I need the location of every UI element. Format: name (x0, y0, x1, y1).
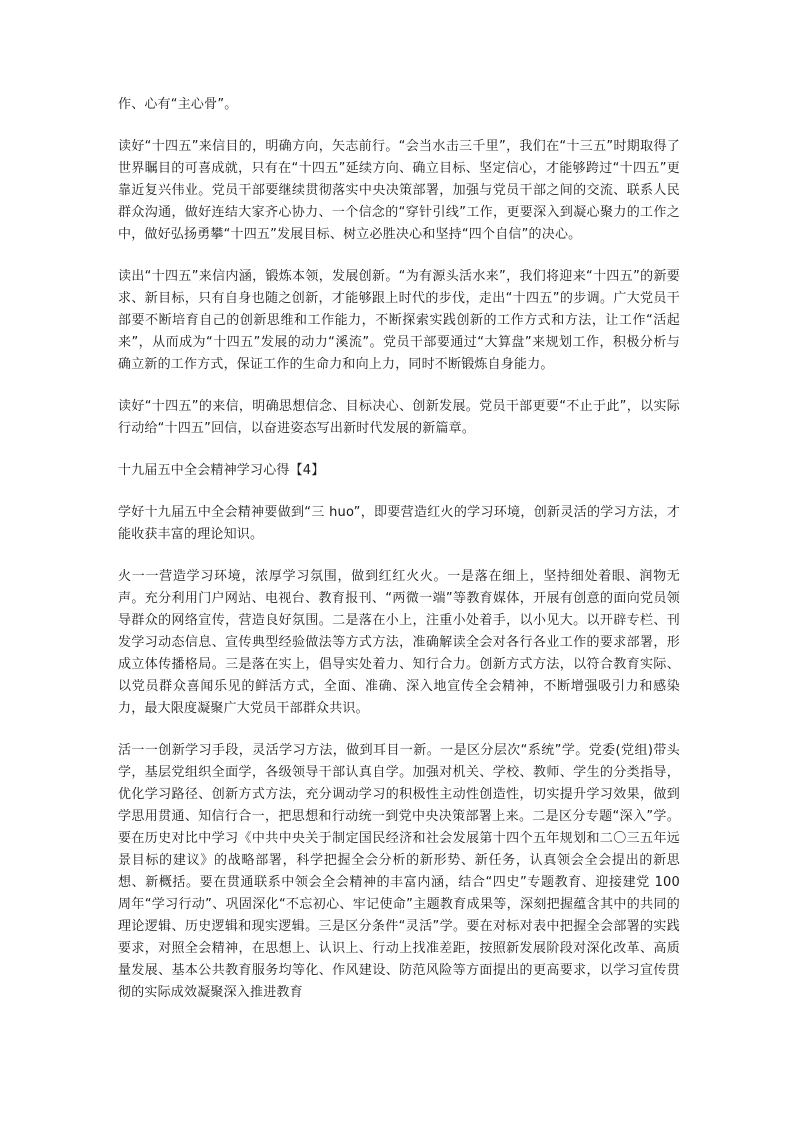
paragraph-read-connotation: 读出“十四五”来信内涵，锻炼本领，发展创新。“为有源头活水来”，我们将迎来“十四五”的新要求、新目标，只有自身也随之创新，才能够跟上时代的步伐，走出“十四五”的步调。广大党员干部要不断培育自己的创新思维和工作能力，不断探索实践创新的工作方式和方法，让工作“活起来”，从而成为“十四五”发展的动力“溪流”。党员干部要通过“大算盘”来规划工作，积极分析与确立新的工作方式，保证工作的生命力和向上力，同时不断锻炼自身能力。 (118, 269, 680, 372)
paragraph-read-purpose: 读好“十四五”来信目的，明确方向，矢志前行。“会当水击三千里”，我们在“十三五”时期取得了世界瞩目的可喜成就，只有在“十四五”延续方向、确立目标、坚定信心，才能够跨过“十四五”更靠近复兴伟业。党员干部要继续贯彻落实中央决策部署，加强与党员干部之间的交流、联系人民群众沟通，做好连结大家齐心协力、一个信念的“穿针引线”工作，更要深入到凝心聚力的工作之中，做好弘扬勇攀“十四五”发展目标、树立必胜决心和坚持“四个自信”的决心。 (118, 139, 680, 242)
document-page (118, 94, 680, 1024)
paragraph-continuation: 作、心有“主心骨”。 (118, 97, 238, 112)
paragraph-intro: 学好十九届五中全会精神要做到“三 huo”，即要营造红火的学习环境，创新灵活的学习方法，才能收获丰富的理论知识。 (118, 505, 680, 542)
section-heading: 十九届五中全会精神学习心得【4】 (118, 463, 325, 478)
paragraph-huo-methods: 活一一创新学习手段，灵活学习方法，做到耳目一新。一是区分层次“系统”学。党委(党组)带头学，基层党组织全面学，各级领导干部认真自学。加强对机关、学校、教师、学生的分类指导，优化学习路径、创新方式方法，充分调动学习的积极性主动性创造性，切实提升学习效果，做到学思用贯通、知信行合一，把思想和行动统一到党中央决策部署上来。二是区分专题“深入”学。要在历史对比中学习《中共中央关于制定国民经济和社会发展第十四个五年规划和二〇三五年远景目标的建议》的战略部署，科学把握全会分析的新形势、新任务，认真领会全会提出的新思想、新概括。要在贯通联系中领会全会精神的丰富内涵，结合“四史”专题教育、迎接建党 100 周年“学习行动”、巩固深化“不忘初心、牢记使命”主题教育成果等，深刻把握蕴含其中的共同的理论逻辑、历史逻辑和现实逻辑。三是区分条件“灵活”学。要在对标对表中把握全会部署的实践要求，对照全会精神，在思想上、认识上、行动上找准差距，按照新发展阶段对深化改革、高质量发展、基本公共教育服务均等化、作风建设、防范风险等方面提出的更高要求，以学习宣传贯彻的实际成效凝聚深入推进教育 (118, 743, 680, 1000)
paragraph-summary: 读好“十四五”的来信，明确思想信念、目标决心、创新发展。党员干部更要“不止于此”，以实际行动给“十四五”回信，以奋进姿态写出新时代发展的新篇章。 (118, 399, 680, 436)
paragraph-huo-environment: 火一一营造学习环境，浓厚学习氛围，做到红红火火。一是落在细上，坚持细处着眼、润物无声。充分利用门户网站、电视台、教育报刊、“两微一端”等教育媒体，开展有创意的面向党员领导群众的网络宣传，营造良好氛围。二是落在小上，注重小处着手，以小见大。以开辟专栏、刊发学习动态信息、宣传典型经验做法等方式方法，准确解读全会对各行各业工作的要求部署，形成立体传播格局。三是落在实上，倡导实处着力、知行合力。创新方式方法，以符合教育实际、以党员群众喜闻乐见的鲜活方式，全面、准确、深入地宣传全会精神，不断增强吸引力和感染力，最大限度凝聚广大党员干部群众共识。 (118, 569, 680, 716)
